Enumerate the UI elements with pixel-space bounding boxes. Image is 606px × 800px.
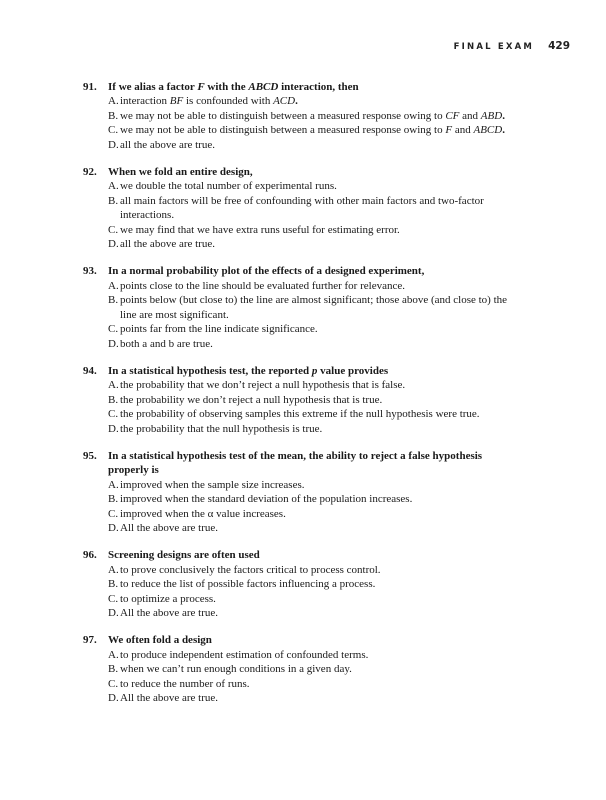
option-text: points below (but close to) the line are almost significant; those above (and close to) the line are most significant. (120, 294, 508, 321)
option-text: improved when the α value increases. (120, 507, 286, 520)
option-segment: is confounded with (183, 95, 274, 108)
question-text: We often fold a design (108, 634, 212, 647)
stem-text: with the (204, 81, 249, 93)
option-text: all the above are true. (120, 138, 215, 151)
option-text: the probability we don’t reject a null hypothesis that is true. (120, 393, 383, 406)
question-number: 94. (83, 364, 97, 377)
option-letter: A. (108, 180, 119, 193)
option-segment: we may not be able to distinguish between a measured response owing to (120, 124, 446, 137)
question-list (83, 80, 523, 718)
option-list (108, 648, 523, 706)
option-letter: D. (108, 422, 119, 435)
option-text (120, 109, 523, 123)
option-d (108, 138, 523, 152)
option-a (108, 478, 523, 492)
option-text: to optimize a process. (120, 592, 216, 605)
question-95 (83, 449, 523, 535)
option-segment: . (295, 95, 298, 108)
option-c (108, 223, 523, 237)
question-stem (83, 80, 523, 94)
stem-text: interaction, then (278, 81, 359, 93)
option-text: we may find that we have extra runs useful for estimating error. (120, 223, 400, 236)
option-b (108, 662, 523, 676)
option-c (108, 407, 523, 421)
option-list (108, 94, 523, 152)
option-c (108, 677, 523, 691)
option-letter: A. (108, 563, 119, 576)
question-94 (83, 364, 523, 436)
option-list (108, 563, 523, 621)
option-text (120, 94, 523, 108)
question-number: 93. (83, 265, 97, 278)
option-text: all main factors will be free of confounding with other main factors and two-factor interactions. (120, 194, 484, 222)
option-letter: C. (108, 507, 119, 520)
option-letter: A. (108, 279, 119, 292)
question-93 (83, 264, 523, 350)
option-list (108, 478, 523, 536)
question-text (108, 364, 523, 378)
option-d (108, 691, 523, 705)
option-letter: B. (108, 109, 119, 122)
option-letter: D. (108, 138, 119, 151)
option-segment: . (502, 109, 505, 122)
option-text: All the above are true. (120, 692, 219, 705)
option-b (108, 393, 523, 407)
option-text: we double the total number of experimental runs. (120, 180, 337, 193)
question-text (108, 80, 523, 94)
option-segment: and (452, 124, 474, 137)
question-92 (83, 165, 523, 251)
option-text: when we can’t run enough conditions in a given day. (120, 663, 352, 676)
question-stem (83, 165, 523, 179)
option-letter: C. (108, 223, 119, 236)
option-letter: D. (108, 692, 119, 705)
stem-text: If we alias a factor (108, 81, 198, 93)
option-text: to reduce the number of runs. (120, 677, 250, 690)
question-stem (83, 449, 523, 478)
option-text: all the above are true. (120, 238, 215, 251)
option-a (108, 279, 523, 293)
option-text: the probability that the null hypothesis is true. (120, 422, 323, 435)
stem-italic: p (311, 364, 318, 377)
question-text: In a normal probability plot of the effects of a designed experiment, (108, 265, 425, 278)
option-letter: B. (108, 578, 119, 591)
option-text: to produce independent estimation of confounded terms. (120, 648, 369, 661)
question-text: When we fold an entire design, (108, 166, 253, 179)
option-segment: . (502, 124, 505, 137)
option-d (108, 337, 523, 351)
option-italic: ABCD (473, 124, 503, 137)
option-letter: D. (108, 337, 119, 350)
stem-italic: F (197, 81, 205, 93)
question-stem (83, 548, 523, 562)
question-number: 95. (83, 449, 97, 462)
header-label: FINAL EXAM (453, 42, 535, 52)
option-text: improved when the standard deviation of the population increases. (120, 493, 413, 506)
option-letter: B. (108, 393, 119, 406)
option-text: All the above are true. (120, 521, 219, 534)
question-97 (83, 633, 523, 705)
stem-text: value provides (317, 364, 389, 377)
option-letter: D. (108, 521, 119, 534)
option-b (108, 109, 523, 123)
option-a (108, 94, 523, 108)
option-text: to prove conclusively the factors critical to process control. (120, 563, 381, 576)
option-letter: A. (108, 478, 119, 491)
option-c (108, 322, 523, 336)
question-number: 96. (83, 549, 97, 562)
option-a (108, 648, 523, 662)
question-number: 92. (83, 166, 97, 179)
option-letter: D. (108, 238, 119, 251)
option-d (108, 237, 523, 251)
option-a (108, 378, 523, 392)
running-header (454, 40, 570, 52)
option-c (108, 592, 523, 606)
option-text (120, 123, 523, 137)
option-a (108, 563, 523, 577)
option-letter: B. (108, 663, 119, 676)
question-text: Screening designs are often used (108, 549, 260, 562)
option-letter: A. (108, 379, 119, 392)
option-letter: A. (108, 648, 119, 661)
option-text: the probability that we don’t reject a null hypothesis that is false. (120, 379, 406, 392)
question-text: In a statistical hypothesis test of the mean, the ability to reject a false hypothesis properly is (108, 449, 483, 477)
option-letter: C. (108, 323, 119, 336)
option-text: points far from the line indicate significance. (120, 323, 318, 336)
option-text: All the above are true. (120, 607, 219, 619)
option-italic: CF (445, 109, 460, 122)
page-number: 429 (548, 40, 570, 52)
question-number: 97. (83, 634, 97, 647)
option-text: the probability of observing samples this extreme if the null hypothesis were true. (120, 408, 480, 421)
option-letter: C. (108, 677, 119, 690)
option-d (108, 422, 523, 436)
option-c (108, 123, 523, 137)
option-text: both a and b are true. (120, 337, 213, 350)
question-stem (83, 633, 523, 647)
option-list (108, 378, 523, 436)
option-letter: C. (108, 408, 119, 421)
option-a (108, 179, 523, 193)
option-letter: B. (108, 493, 119, 506)
question-number: 91. (83, 81, 97, 93)
option-italic: F (445, 124, 453, 137)
option-letter: C. (108, 124, 119, 137)
option-text: points close to the line should be evaluated further for relevance. (120, 279, 405, 292)
option-letter: C. (108, 592, 119, 605)
option-b (108, 293, 523, 322)
option-b (108, 577, 523, 591)
option-letter: B. (108, 194, 119, 207)
option-list (108, 279, 523, 351)
option-segment: interaction (120, 95, 170, 108)
question-96 (83, 548, 523, 620)
option-italic: BF (169, 95, 184, 108)
option-c (108, 507, 523, 521)
option-list (108, 179, 523, 251)
option-italic: ABD (480, 109, 503, 122)
stem-italic: ABCD (248, 81, 279, 93)
option-letter: A. (108, 95, 119, 108)
option-letter: D. (108, 607, 119, 619)
option-segment: and (459, 109, 481, 122)
question-stem (83, 264, 523, 278)
option-italic: ACD (273, 95, 296, 108)
question-91 (83, 80, 523, 152)
option-text: improved when the sample size increases. (120, 478, 305, 491)
option-letter: B. (108, 294, 119, 307)
option-b (108, 194, 523, 223)
option-b (108, 492, 523, 506)
question-stem (83, 364, 523, 378)
option-text: to reduce the list of possible factors influencing a process. (120, 578, 376, 591)
option-segment: we may not be able to distinguish between a measured response owing to (120, 109, 446, 122)
option-d (108, 521, 523, 535)
stem-text: In a statistical hypothesis test, the reported (108, 364, 312, 377)
option-d (108, 606, 523, 620)
